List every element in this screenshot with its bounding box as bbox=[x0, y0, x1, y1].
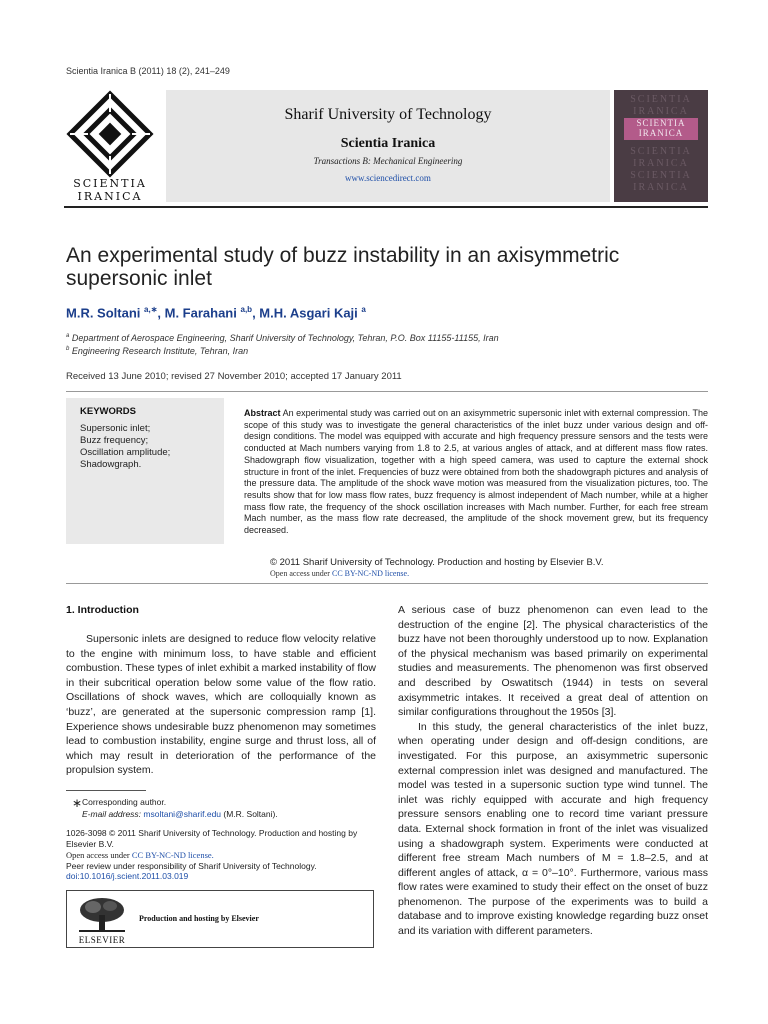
cover-text: SCIENTIA bbox=[630, 170, 692, 181]
paragraph: In this study, the general characteristics of the inlet buzz, when operating under design and off-design conditions, are investigated. For this purpose, an axisymmetric supersonic external compression inlet was designed and manufactured. The model was tested in a supersonic suction type wind tunnel. The inlet was richly equipped with accurate and high frequency pressure sensors enabling one to record time variant pressure data. External shock formation in front of the inlet was visualized using a shadowgraph system. Experiments were conducted at different free stream Mach numbers of M = 1.8–2.5, and at different angles of attack, α = 0°–10°. Furthermore, various mass flow rates were examined to study their effect on the onset of buzz phenomenon. The purpose of the experiments was to build a database and to improve existing knowledge regarding buzz onset and its variation with different parameters. bbox=[398, 720, 708, 938]
journal-cover-thumbnail bbox=[614, 90, 708, 202]
affiliation bbox=[66, 346, 248, 356]
open-access-note bbox=[270, 569, 409, 578]
affil-text: Department of Aerospace Engineering, Sharif University of Technology, Tehran, P.O. Box 11155-11155, Iran bbox=[71, 333, 499, 343]
oa-prefix: Open access under bbox=[270, 569, 332, 578]
author-name[interactable]: M.R. Soltani bbox=[66, 305, 141, 321]
received-dates: Received 13 June 2010; revised 27 November 2010; accepted 17 January 2011 bbox=[66, 371, 402, 382]
email-suffix: (M.R. Soltani). bbox=[221, 809, 278, 819]
paragraph: Supersonic inlets are designed to reduce flow velocity relative to the engine with minimum loss, to have stable and efficient combustion. These types of inlet exhibit a marked instability of flow in their subcritical operation below some value of the flow ratio. Oscillations of shock waves, which are colloquially known as ‘buzz’, are generated at the supersonic compression ramp [1]. Experience shows undesirable buzz phenomenon may sometimes lead to combustion instability, engine surge and thrust loss, all of which may result in deterioration of the performance of the propulsion system. bbox=[66, 633, 376, 777]
intro-paragraphs-right bbox=[398, 603, 708, 939]
affiliation bbox=[66, 333, 499, 343]
logo-word-1: SCIENTIA bbox=[73, 177, 147, 190]
license-link[interactable]: CC BY-NC-ND license. bbox=[331, 569, 410, 578]
journal-reference: Scientia Iranica B (2011) 18 (2), 241–249 bbox=[66, 66, 230, 76]
email-label: E-mail address: bbox=[82, 809, 144, 819]
author-affil-mark: a bbox=[361, 305, 366, 314]
issn-line: 1026-3098 © 2011 Sharif University of Technology. Production and hosting by Elsevier B.V. bbox=[66, 828, 358, 849]
peer-review-line: Peer review under responsibility of Sharif University of Technology. bbox=[66, 861, 317, 871]
affil-mark: a bbox=[66, 333, 70, 339]
author-affil-mark: a,∗ bbox=[144, 305, 158, 314]
author-affil-mark: a,b bbox=[240, 305, 253, 314]
keyword: Shadowgraph. bbox=[80, 459, 142, 470]
cover-text: SCIENTIA bbox=[630, 146, 692, 157]
abstract-copyright: © 2011 Sharif University of Technology. Production and hosting by Elsevier B.V. bbox=[270, 557, 604, 568]
article-title: An experimental study of buzz instability in an axisymmetric supersonic inlet bbox=[66, 244, 620, 290]
footnote-star: ∗ bbox=[72, 796, 83, 810]
cover-text: IRANICA bbox=[633, 182, 689, 193]
divider bbox=[66, 391, 708, 392]
email-line bbox=[82, 809, 278, 819]
elsevier-hosting-text: Production and hosting by Elsevier bbox=[139, 914, 259, 923]
license-link[interactable]: CC BY-NC-ND license. bbox=[131, 850, 214, 860]
doi-link[interactable]: doi:10.1016/j.scient.2011.03.019 bbox=[66, 871, 189, 881]
cover-title: SCIENTIA bbox=[636, 118, 686, 128]
cover-text: IRANICA bbox=[633, 158, 689, 169]
abstract-text: An experimental study was carried out on an axisymmetric supersonic inlet with external compression. The scope of this study was to investigate the general characteristics of the inlet buzz under various design and off-design conditions. The model was equipped with accurate and high frequency pressure sensors and the tests were conducted at Mach numbers varying from 1.8 to 2.5, at various angles of attack, and at different mass flow rates. Shadowgraph flow visualization, together with a high speed camera, was used to capture the external shock structure in front of the inlet. Frequencies of buzz were obtained from both the shadowgraph pictures and analysis of the pressure data. The amplitude of the shock wave motion was measured from the visualization pictures, too. The results show that for low mass flow rates, buzz frequency is almost independent of Mach number, while at a higher mass flow rate, the frequency of the shock oscillation increases with Mach number. Further, for each free stream Mach number, as the mass flow rate decreased, the amplitude of the shock movement grew, but its frequency decreased. bbox=[244, 408, 708, 536]
corresponding-author: Corresponding author. bbox=[82, 797, 167, 807]
affil-mark: b bbox=[66, 346, 70, 352]
keywords-heading: KEYWORDS bbox=[80, 406, 136, 417]
journal-header bbox=[166, 90, 610, 202]
elsevier-box bbox=[66, 890, 374, 948]
author-name[interactable]: M. Farahani bbox=[164, 305, 237, 321]
university-name: Sharif University of Technology bbox=[284, 106, 492, 123]
elsevier-name: ELSEVIER bbox=[78, 935, 126, 945]
paragraph: A serious case of buzz phenomenon can even lead to the destruction of the engine [2]. The physical characteristics of the buzz have not been thoroughly understood up to now. Explanation of the physical mechanism was based primarily on experimental studies and measurements. The phenomenon was first observed and described by Oswatitsch (1944) in tests on several axisymmetric intakes. It received a great deal of attention on similar configurations throughout the 1950s [3]. bbox=[398, 604, 708, 719]
elsevier-tree-logo-icon bbox=[75, 897, 129, 933]
affil-text: Engineering Research Institute, Tehran, Iran bbox=[71, 346, 249, 356]
header-rule bbox=[64, 206, 708, 208]
cover-title: IRANICA bbox=[638, 128, 684, 138]
email-link[interactable]: msoltani@sharif.edu bbox=[143, 809, 222, 819]
keyword: Buzz frequency; bbox=[80, 435, 149, 446]
journal-url-link[interactable]: www.sciencedirect.com bbox=[345, 173, 431, 183]
author-name[interactable]: M.H. Asgari Kaji bbox=[259, 305, 358, 321]
abstract-label: Abstract bbox=[244, 408, 281, 418]
journal-name: Scientia Iranica bbox=[340, 136, 436, 151]
issn-block bbox=[66, 828, 378, 872]
journal-subtitle: Transactions B: Mechanical Engineering bbox=[313, 156, 463, 166]
section-heading: 1. Introduction bbox=[66, 604, 139, 616]
author-list: M.R. Soltani $^{a,∗}$, M. Farahani $^{a,b}$, M.H. Asgari Kaji $^a$ bbox=[66, 305, 366, 321]
oa-prefix: Open access under bbox=[66, 850, 132, 860]
footnote-rule bbox=[66, 790, 146, 791]
logo-word-2: IRANICA bbox=[77, 190, 143, 203]
keywords-box bbox=[66, 398, 224, 544]
cover-text: SCIENTIA bbox=[630, 94, 692, 105]
intro-paragraph-left bbox=[66, 632, 376, 778]
keyword: Supersonic inlet; bbox=[80, 423, 151, 434]
keyword: Oscillation amplitude; bbox=[80, 447, 171, 458]
divider bbox=[66, 583, 708, 584]
cover-text: IRANICA bbox=[633, 106, 689, 117]
abstract bbox=[244, 408, 708, 537]
